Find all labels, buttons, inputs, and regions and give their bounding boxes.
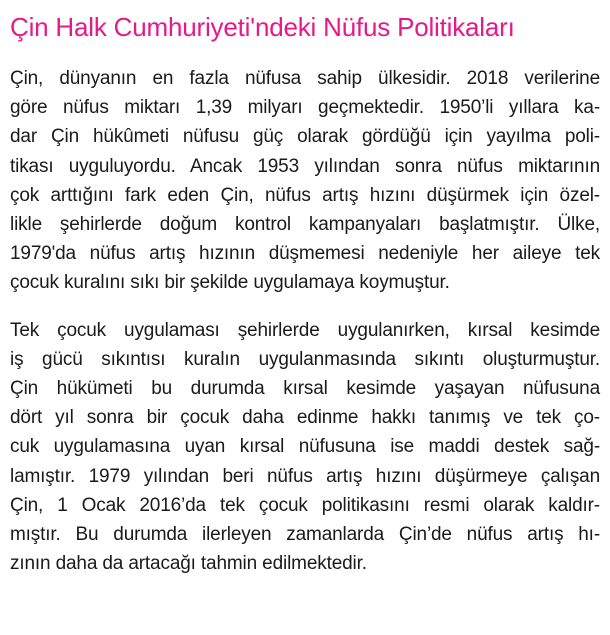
text-line: Çin, 1 Ocak 2016’da tek çocuk politikasını resmi olarak kaldır- [10,494,600,516]
text-line: göre nüfus miktarı 1,39 milyarı geçmektedir. 1950’li yıllara ka- [10,97,600,119]
text-line: lamıştır. 1979 yılından beri nüfus artış hızını düşürmeye çalışan [10,465,600,487]
page-title: Çin Halk Cumhuriyeti'ndeki Nüfus Politikaları [10,12,515,42]
text-line: Çin, dünyanın en fazla nüfusa sahip ülkesidir. 2018 verilerine [10,68,600,89]
text-line: 1979'da nüfus artış hızının düşmemesi nedeniyle her aileye tek [10,243,600,265]
text-line: dört yıl sonra bir çocuk daha edinme hakkı tanımış ve tek ço- [10,407,600,429]
text-line: likle şehirlerde doğum kontrol kampanyaları başlatmıştır. Ülke, [10,214,600,236]
text-line: iş gücü sıkıntısı kuralın uygulanmasında sıkıntı oluşturmuştur. [10,348,600,370]
paragraph-1 [10,64,600,298]
paragraph-2 [10,316,600,579]
text-line: mıştır. Bu durumda ilerleyen zamanlarda Çin’de nüfus artış hı- [10,524,600,546]
text-line: cuk uygulamasına uyan kırsal nüfusuna ise maddi destek sağ- [10,436,600,458]
text-line: çocuk kuralını sıkı bir şekilde uygulamaya koymuştur. [10,272,450,294]
text-line: Çin hükümeti bu durumda kırsal kesimde yaşayan nüfusuna [10,378,600,400]
text-line: çok arttığını fark eden Çin, nüfus artış hızını düşürmek için özel- [10,184,600,206]
text-line: Tek çocuk uygulaması şehirlerde uygulanırken, kırsal kesimde [10,319,600,341]
text-line: tikası uyguluyordu. Ancak 1953 yılından sonra nüfus miktarının [10,155,600,177]
text-line: zının daha da artacağı tahmin edilmektedir. [10,553,367,575]
text-line: dar Çin hükûmeti nüfusu güç olarak gördüğü için yayılma poli- [10,126,600,148]
